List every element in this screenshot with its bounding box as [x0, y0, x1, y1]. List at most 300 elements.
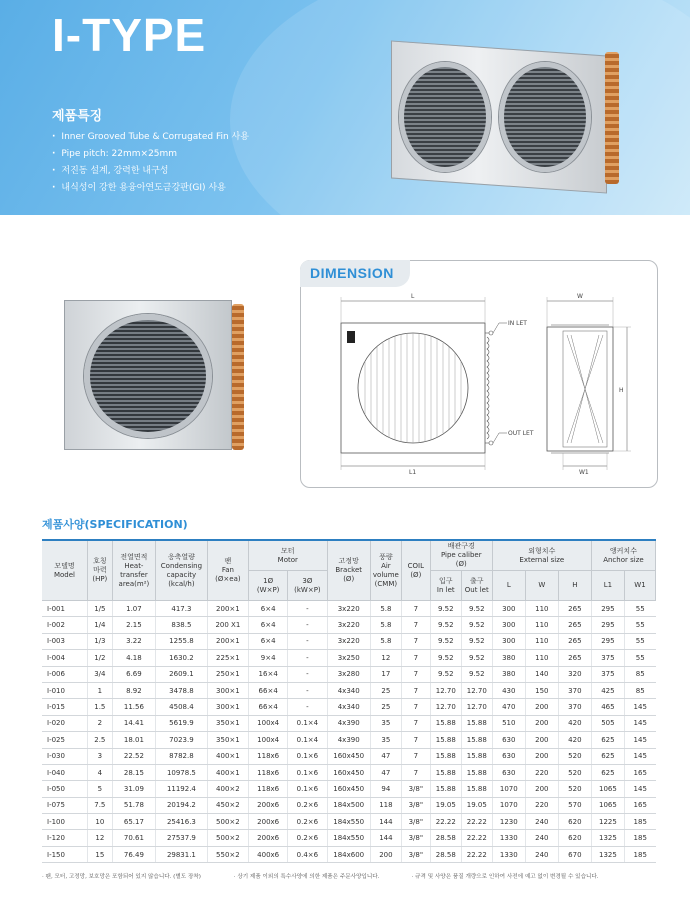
table-row — [42, 748, 656, 764]
col-air-volume: 풍량 Air volume (CMM) — [370, 540, 401, 601]
table-cell: 15.88 — [461, 732, 492, 748]
table-cell: 15.88 — [461, 748, 492, 764]
col-coil: COIL (Ø) — [401, 540, 430, 601]
col-anchor-size: 앵커치수 Anchor size — [591, 540, 655, 571]
table-cell: 22.22 — [461, 830, 492, 846]
table-cell: 1225 — [591, 814, 624, 830]
table-cell: 300 — [492, 617, 525, 633]
table-cell: 65.17 — [112, 814, 155, 830]
table-cell: 94 — [370, 781, 401, 797]
table-cell: 250×1 — [207, 666, 248, 682]
table-cell: 55 — [624, 617, 655, 633]
table-cell: 10 — [87, 814, 112, 830]
table-cell: 12.70 — [461, 699, 492, 715]
table-cell: 0.2×6 — [288, 797, 327, 813]
footnote: · 팬, 모터, 고정망, 보호망은 포함되어 있지 않습니다. (별도 장착) — [42, 874, 201, 880]
table-cell: 9.52 — [461, 617, 492, 633]
table-cell: 145 — [624, 781, 655, 797]
table-cell: 4x340 — [327, 682, 370, 698]
table-cell: 165 — [624, 797, 655, 813]
table-cell: 625 — [591, 732, 624, 748]
table-row — [42, 830, 656, 846]
table-cell: 110 — [525, 650, 558, 666]
col-pipe-caliber: 배관구경 Pipe caliber (Ø) — [430, 540, 492, 571]
table-cell: 185 — [624, 846, 655, 862]
table-cell: 4x390 — [327, 732, 370, 748]
table-cell: 1/5 — [87, 601, 112, 617]
feature-item: · Pipe pitch: 22mm×25mm — [52, 146, 249, 163]
table-cell: 15.88 — [430, 748, 461, 764]
table-cell: 370 — [558, 682, 591, 698]
table-cell: 375 — [591, 666, 624, 682]
table-cell: 110 — [525, 617, 558, 633]
model-cell: I-006 — [42, 666, 87, 682]
footnotes — [42, 872, 656, 880]
table-cell: 1325 — [591, 830, 624, 846]
table-cell: 15.88 — [430, 764, 461, 780]
table-cell: 17 — [370, 666, 401, 682]
table-cell: 220 — [525, 797, 558, 813]
table-cell: 1065 — [591, 781, 624, 797]
table-cell: 5.8 — [370, 633, 401, 649]
table-cell: 145 — [624, 748, 655, 764]
table-cell: 295 — [591, 633, 624, 649]
table-cell: 6×4 — [249, 633, 288, 649]
table-cell: 7 — [401, 764, 430, 780]
table-cell: 320 — [558, 666, 591, 682]
table-cell: 19.05 — [461, 797, 492, 813]
table-cell: 12.70 — [430, 699, 461, 715]
table-cell: 118x6 — [249, 748, 288, 764]
table-cell: 300×1 — [207, 682, 248, 698]
side-view-flanges — [551, 325, 609, 453]
model-cell: I-002 — [42, 617, 87, 633]
table-row — [42, 682, 656, 698]
table-row — [42, 633, 656, 649]
table-cell: 630 — [492, 748, 525, 764]
side-view-outline — [547, 327, 613, 451]
copper-coil — [232, 304, 244, 450]
table-cell: 5.8 — [370, 601, 401, 617]
table-cell: 25416.3 — [156, 814, 208, 830]
table-cell: 265 — [558, 617, 591, 633]
col-motor-1p: 1Ø (W×P) — [249, 571, 288, 601]
table-cell: 165 — [624, 764, 655, 780]
table-cell: 0.2×6 — [288, 830, 327, 846]
table-cell: 11192.4 — [156, 781, 208, 797]
page-title: I-TYPE — [52, 9, 207, 61]
table-cell: 28.58 — [430, 830, 461, 846]
table-cell: 6×4 — [249, 617, 288, 633]
table-cell: 14.41 — [112, 715, 155, 731]
table-cell: 47 — [370, 764, 401, 780]
inlet-leader — [493, 323, 507, 333]
table-cell: 3x220 — [327, 617, 370, 633]
table-cell: 420 — [558, 715, 591, 731]
table-cell: 5619.9 — [156, 715, 208, 731]
table-cell: 3 — [87, 748, 112, 764]
table-cell: 28.58 — [430, 846, 461, 862]
table-cell: 185 — [624, 814, 655, 830]
table-cell: 35 — [370, 732, 401, 748]
table-cell: 22.22 — [461, 814, 492, 830]
table-cell: 7 — [401, 732, 430, 748]
table-cell: 6×4 — [249, 601, 288, 617]
table-cell: 70.61 — [112, 830, 155, 846]
table-cell: 1/3 — [87, 633, 112, 649]
model-cell: I-030 — [42, 748, 87, 764]
table-cell: 55 — [624, 633, 655, 649]
dimension-label: DIMENSION — [300, 260, 410, 287]
table-cell: 400×2 — [207, 781, 248, 797]
table-cell: 400x6 — [249, 846, 288, 862]
table-cell: 1070 — [492, 781, 525, 797]
dim-label-l1: L1 — [409, 469, 417, 476]
col-model: 모델명 Model — [42, 540, 87, 601]
table-cell: 400×1 — [207, 748, 248, 764]
col-motor-3p: 3Ø (kW×P) — [288, 571, 327, 601]
table-cell: 9.52 — [461, 601, 492, 617]
table-cell: 300 — [492, 633, 525, 649]
table-cell: 430 — [492, 682, 525, 698]
table-cell: 66×4 — [249, 682, 288, 698]
table-cell: 8782.8 — [156, 748, 208, 764]
table-cell: 160x450 — [327, 764, 370, 780]
table-cell: 625 — [591, 764, 624, 780]
table-cell: - — [288, 699, 327, 715]
table-cell: 240 — [525, 846, 558, 862]
table-cell: 12 — [370, 650, 401, 666]
fan-grille — [84, 314, 212, 438]
table-cell: 51.78 — [112, 797, 155, 813]
table-cell: 7 — [401, 715, 430, 731]
table-cell: 12.70 — [461, 682, 492, 698]
col-heat-area: 전열면적 Heat- transfer area(m²) — [112, 540, 155, 601]
table-row — [42, 732, 656, 748]
table-cell: 7023.9 — [156, 732, 208, 748]
table-cell: 9×4 — [249, 650, 288, 666]
table-cell: 184x500 — [327, 797, 370, 813]
table-cell: 550×2 — [207, 846, 248, 862]
table-cell: 500×2 — [207, 814, 248, 830]
table-cell: 1330 — [492, 830, 525, 846]
product-image-two-fan — [385, 48, 630, 188]
table-cell: 350×1 — [207, 732, 248, 748]
table-cell: 4508.4 — [156, 699, 208, 715]
table-cell: 7 — [401, 601, 430, 617]
table-cell: 9.52 — [461, 633, 492, 649]
outlet-leader — [493, 433, 507, 443]
table-cell: 22.22 — [430, 814, 461, 830]
table-cell: 425 — [591, 682, 624, 698]
table-cell: 118 — [370, 797, 401, 813]
table-cell: 3x220 — [327, 601, 370, 617]
table-cell: 12 — [87, 830, 112, 846]
table-cell: 15.88 — [461, 764, 492, 780]
footnote: · 규격 및 사양은 품질 개량으로 인하여 사전에 예고 없이 변경될 수 있습니다. — [411, 874, 599, 880]
table-cell: 420 — [558, 732, 591, 748]
table-cell: 1/4 — [87, 617, 112, 633]
table-cell: 670 — [558, 846, 591, 862]
table-cell: 370 — [558, 699, 591, 715]
table-cell: 15 — [87, 846, 112, 862]
table-cell: 200 — [370, 846, 401, 862]
col-hp: 호칭 마력 (HP) — [87, 540, 112, 601]
table-cell: 0.4×6 — [288, 846, 327, 862]
table-cell: 15.88 — [461, 781, 492, 797]
table-cell: 7 — [401, 650, 430, 666]
table-cell: 7 — [401, 682, 430, 698]
model-cell: I-050 — [42, 781, 87, 797]
feature-item: · 내식성이 강한 용융아연도금강판(GI) 사용 — [52, 180, 249, 197]
table-cell: 3/8" — [401, 781, 430, 797]
table-cell: 510 — [492, 715, 525, 731]
dim-label-w1: W1 — [579, 469, 589, 476]
model-cell: I-025 — [42, 732, 87, 748]
dim-label-l: L — [411, 293, 415, 300]
table-cell: 3x250 — [327, 650, 370, 666]
table-cell: 29831.1 — [156, 846, 208, 862]
table-cell: 5 — [87, 781, 112, 797]
table-cell: 200 — [525, 748, 558, 764]
table-cell: 3x220 — [327, 633, 370, 649]
table-cell: - — [288, 682, 327, 698]
table-cell: 160x450 — [327, 748, 370, 764]
table-cell: 1 — [87, 682, 112, 698]
fan-grille — [499, 62, 591, 172]
table-row — [42, 617, 656, 633]
table-cell: 110 — [525, 601, 558, 617]
table-cell: 10978.5 — [156, 764, 208, 780]
table-row — [42, 764, 656, 780]
header-banner — [0, 0, 690, 215]
table-cell: - — [288, 601, 327, 617]
table-cell: 1255.8 — [156, 633, 208, 649]
table-cell: 7 — [401, 748, 430, 764]
table-cell: - — [288, 633, 327, 649]
table-cell: 200×1 — [207, 601, 248, 617]
table-cell: 2.15 — [112, 617, 155, 633]
table-cell: 2 — [87, 715, 112, 731]
fan-grille — [399, 62, 491, 172]
table-row — [42, 797, 656, 813]
copper-coil — [605, 52, 619, 184]
table-cell: 265 — [558, 633, 591, 649]
table-cell: 220 — [525, 764, 558, 780]
table-cell: 1325 — [591, 846, 624, 862]
table-cell: 465 — [591, 699, 624, 715]
col-ext-h: H — [558, 571, 591, 601]
table-cell: 15.88 — [461, 715, 492, 731]
table-cell: - — [288, 617, 327, 633]
table-cell: 0.2×6 — [288, 814, 327, 830]
table-row — [42, 601, 656, 617]
col-anchor-w1: W1 — [624, 571, 655, 601]
table-cell: 200x6 — [249, 830, 288, 846]
model-cell: I-001 — [42, 601, 87, 617]
table-cell: 66×4 — [249, 699, 288, 715]
table-cell: 2609.1 — [156, 666, 208, 682]
table-cell: 185 — [624, 830, 655, 846]
table-cell: 22.52 — [112, 748, 155, 764]
side-view-coil-lines — [567, 335, 603, 443]
table-cell: 3.22 — [112, 633, 155, 649]
col-condensing: 응축열량 Condensing capacity (kcal/h) — [156, 540, 208, 601]
table-cell: 200 — [525, 715, 558, 731]
table-cell: 100x4 — [249, 732, 288, 748]
table-cell: 520 — [558, 764, 591, 780]
table-cell: 240 — [525, 830, 558, 846]
table-cell: 375 — [591, 650, 624, 666]
table-cell: 350×1 — [207, 715, 248, 731]
table-cell: 0.1×6 — [288, 764, 327, 780]
table-cell: 4x340 — [327, 699, 370, 715]
inlet-port — [489, 331, 493, 335]
table-cell: 520 — [558, 748, 591, 764]
col-bracket: 고정망 Bracket (Ø) — [327, 540, 370, 601]
model-cell: I-120 — [42, 830, 87, 846]
table-cell: 200 — [525, 699, 558, 715]
table-cell: 22.22 — [461, 846, 492, 862]
col-external-size: 외형치수 External size — [492, 540, 591, 571]
table-cell: 1630.2 — [156, 650, 208, 666]
table-cell: 1070 — [492, 797, 525, 813]
table-cell: 145 — [624, 732, 655, 748]
table-cell: 0.1×6 — [288, 781, 327, 797]
table-cell: 200x6 — [249, 797, 288, 813]
table-cell: 265 — [558, 650, 591, 666]
table-cell: 1.07 — [112, 601, 155, 617]
table-cell: 630 — [492, 732, 525, 748]
col-fan: 팬 Fan (Ø×ea) — [207, 540, 248, 601]
table-cell: 0.1×4 — [288, 732, 327, 748]
table-cell: 31.09 — [112, 781, 155, 797]
features-list — [52, 129, 249, 197]
outlet-port — [489, 441, 493, 445]
model-cell: I-075 — [42, 797, 87, 813]
table-cell: 7 — [401, 633, 430, 649]
table-cell: 380 — [492, 650, 525, 666]
table-cell: 15.88 — [430, 732, 461, 748]
table-cell: 144 — [370, 814, 401, 830]
table-cell: 3/8" — [401, 846, 430, 862]
table-cell: 0.1×4 — [288, 715, 327, 731]
table-cell: 630 — [492, 764, 525, 780]
table-cell: 184x550 — [327, 830, 370, 846]
spec-table-body — [42, 601, 656, 863]
table-cell: 7 — [401, 666, 430, 682]
table-cell: - — [288, 650, 327, 666]
features-title: 제품특징 — [52, 109, 103, 124]
table-cell: 25 — [370, 699, 401, 715]
table-cell: 3/8" — [401, 814, 430, 830]
inlet-label: IN LET — [508, 320, 527, 327]
table-cell: 620 — [558, 814, 591, 830]
table-row — [42, 666, 656, 682]
outlet-label: OUT LET — [508, 430, 534, 437]
table-cell: 100x4 — [249, 715, 288, 731]
model-cell: I-015 — [42, 699, 87, 715]
table-cell: 200x6 — [249, 814, 288, 830]
table-cell: 7.5 — [87, 797, 112, 813]
table-cell: 15.88 — [430, 781, 461, 797]
model-cell: I-040 — [42, 764, 87, 780]
table-cell: 265 — [558, 601, 591, 617]
feature-item: · 저진동 설계, 강력한 내구성 — [52, 163, 249, 180]
table-cell: 3/8" — [401, 830, 430, 846]
table-cell: 6.69 — [112, 666, 155, 682]
table-cell: 300×1 — [207, 699, 248, 715]
table-cell: 12.70 — [430, 682, 461, 698]
table-cell: 3/4 — [87, 666, 112, 682]
table-row — [42, 814, 656, 830]
table-cell: 3478.8 — [156, 682, 208, 698]
table-cell: 9.52 — [430, 601, 461, 617]
table-cell: 1/2 — [87, 650, 112, 666]
table-cell: 500×2 — [207, 830, 248, 846]
table-cell: 7 — [401, 699, 430, 715]
table-cell: 240 — [525, 814, 558, 830]
table-cell: 145 — [624, 699, 655, 715]
front-view-label-plate — [347, 331, 355, 343]
col-inlet: 입구 In let — [430, 571, 461, 601]
table-cell: 160x450 — [327, 781, 370, 797]
model-cell: I-020 — [42, 715, 87, 731]
table-cell: 417.3 — [156, 601, 208, 617]
table-cell: 55 — [624, 601, 655, 617]
table-cell: 184x550 — [327, 814, 370, 830]
table-row — [42, 715, 656, 731]
table-cell: 140 — [525, 666, 558, 682]
model-cell: I-003 — [42, 633, 87, 649]
table-row — [42, 846, 656, 862]
table-row — [42, 781, 656, 797]
table-cell: 18.01 — [112, 732, 155, 748]
table-cell: 25 — [370, 682, 401, 698]
table-cell: 3/8" — [401, 797, 430, 813]
spec-title: 제품사양(SPECIFICATION) — [42, 518, 188, 531]
table-cell: 295 — [591, 617, 624, 633]
table-cell: 118x6 — [249, 764, 288, 780]
table-cell: 27537.9 — [156, 830, 208, 846]
table-cell: 295 — [591, 601, 624, 617]
table-cell: 9.52 — [430, 617, 461, 633]
table-cell: 47 — [370, 748, 401, 764]
table-cell: 7 — [401, 617, 430, 633]
dim-label-w: W — [577, 293, 583, 300]
table-cell: 9.52 — [461, 650, 492, 666]
table-cell: 225×1 — [207, 650, 248, 666]
table-cell: 35 — [370, 715, 401, 731]
table-cell: 15.88 — [430, 715, 461, 731]
table-cell: 85 — [624, 666, 655, 682]
table-cell: 184x600 — [327, 846, 370, 862]
col-motor: 모터 Motor — [249, 540, 327, 571]
table-cell: 1230 — [492, 814, 525, 830]
table-cell: 28.15 — [112, 764, 155, 780]
model-cell: I-150 — [42, 846, 87, 862]
table-cell: 118x6 — [249, 781, 288, 797]
model-cell: I-100 — [42, 814, 87, 830]
table-cell: 570 — [558, 797, 591, 813]
dimension-drawing — [301, 261, 659, 489]
table-cell: 0.1×6 — [288, 748, 327, 764]
table-cell: 520 — [558, 781, 591, 797]
table-cell: 2.5 — [87, 732, 112, 748]
table-cell: 300 — [492, 601, 525, 617]
table-cell: 5.8 — [370, 617, 401, 633]
table-cell: 145 — [624, 715, 655, 731]
